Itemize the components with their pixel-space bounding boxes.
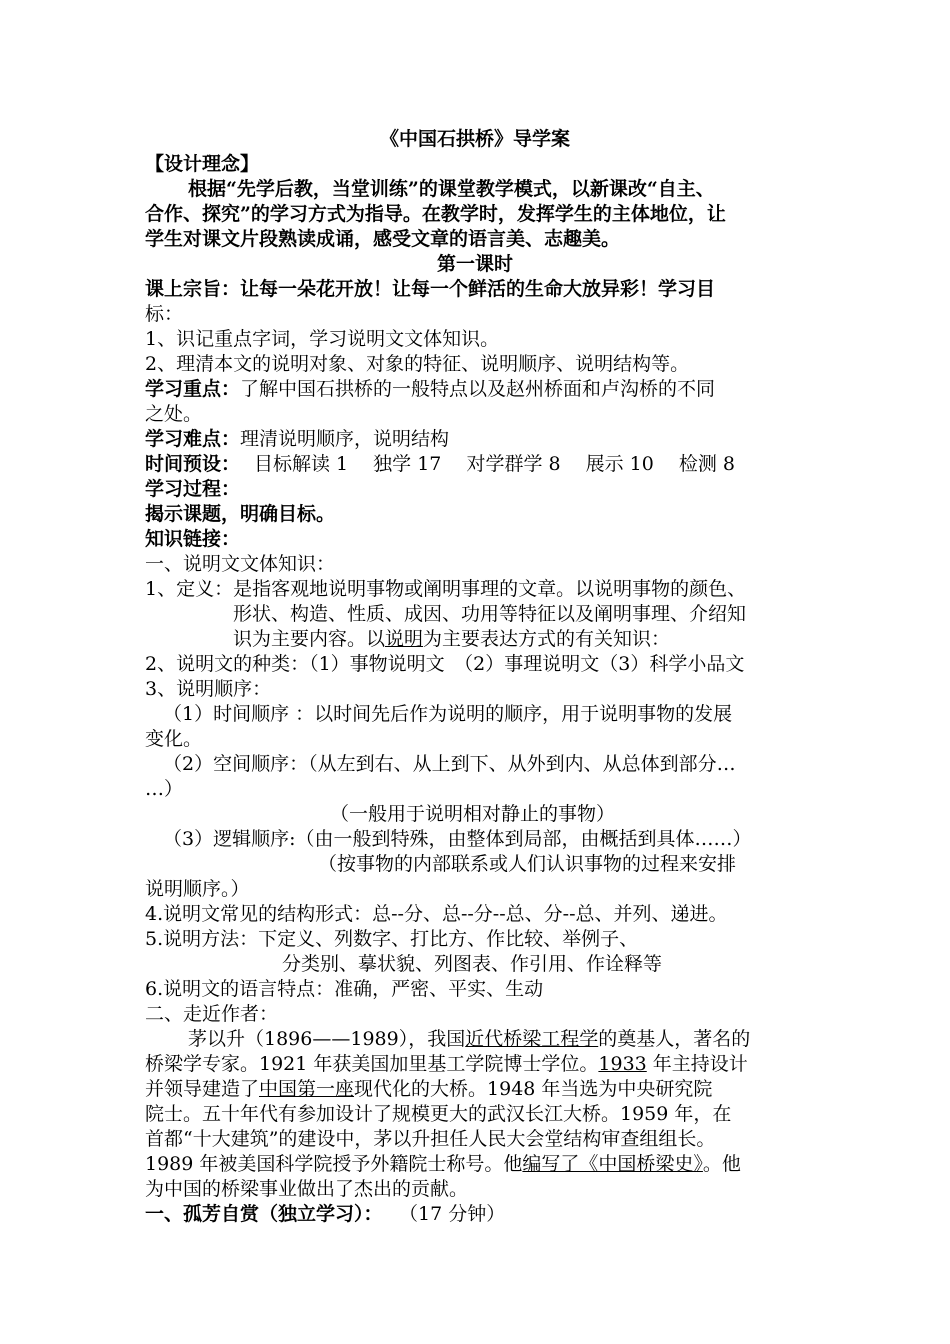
time-plan: [145, 452, 735, 477]
lesson-heading: 第一课时: [436, 253, 513, 275]
author-line-1: [188, 1027, 750, 1052]
self-study-label: 一、孤芳自赏（独立学习）：: [145, 1203, 383, 1225]
goal-1: 1、识记重点字词，学习说明文文体知识。: [145, 328, 500, 350]
k-def-3a: 识为主要内容。以: [233, 628, 386, 650]
k-language: 6.说明文的语言特点：准确，严密、平实、生动: [145, 978, 544, 1000]
author-line-2a: 桥梁学专家。1921 年获美国加里基工学院博士学位。: [145, 1053, 599, 1075]
author-line-2-underlined: 1933: [598, 1053, 647, 1075]
knowledge-heading: 知识链接：: [145, 528, 241, 550]
author-line-3a: 并领导建造了: [145, 1078, 260, 1100]
k-methods-2: 分类别、摹状貌、列图表、作引用、作诠释等: [282, 953, 663, 975]
author-line-3: [145, 1077, 712, 1102]
goal-2: 2、理清本文的说明对象、对象的特征、说明顺序、说明结构等。: [145, 353, 690, 375]
k-order-2b: …）: [145, 778, 184, 800]
design-line-2: 合作、探究”的学习方式为指导。在教学时，发挥学生的主体地位，让: [145, 203, 726, 225]
author-line-2: [145, 1052, 748, 1077]
author-line-6: [145, 1152, 741, 1177]
key-point-label: 学习重点：: [145, 378, 241, 400]
author-line-6a: 1989 年被美国科学院授予外籍院士称号。他: [145, 1153, 523, 1175]
k-structure: 4.说明文常见的结构形式：总--分、总--分--总、分--总、并列、递进。: [145, 903, 728, 925]
reveal-heading: 揭示课题，明确目标。: [145, 503, 336, 525]
design-line-1: 根据“先学后教，当堂训练”的课堂教学模式，以新课改“自主、: [188, 178, 715, 200]
k-def-1: 1、定义：是指客观地说明事物或阐明事理的文章。以说明事物的颜色、: [145, 578, 747, 600]
k-order-1b: 变化。: [145, 728, 203, 750]
author-line-2b: 年主持设计: [646, 1053, 748, 1075]
author-line-1a: 茅以升（1896——1989），我国: [188, 1028, 466, 1050]
k-order-1a: （1）时间顺序 ：以时间先后作为说明的顺序，用于说明事物的发展: [163, 703, 733, 725]
author-line-3b: 现代化的大桥。1948 年当选为中央研究院: [354, 1078, 713, 1100]
key-point-text: 了解中国石拱桥的一般特点以及赵州桥面和卢沟桥的不同: [240, 378, 716, 400]
author-line-4: 院士。五十年代有参加设计了规模更大的武汉长江大桥。1959 年，在: [145, 1103, 732, 1125]
key-point: [145, 377, 715, 402]
difficult-point-text: 理清说明顺序，说明结构: [240, 428, 450, 450]
k-def-3: [233, 627, 670, 652]
purpose-line-1: 课上宗旨：让每一朵花开放！让每一个鲜活的生命大放异彩！学习目: [145, 278, 716, 300]
author-heading: 二、走近作者：: [145, 1003, 279, 1025]
time-plan-text: 目标解读 1 独学 17 对学群学 8 展示 10 检测 8: [254, 453, 735, 475]
document-title: 《中国石拱桥》导学案: [379, 128, 570, 150]
k-heading: 一、说明文文体知识：: [145, 553, 336, 575]
k-types: 2、说明文的种类：（1）事物说明文 （2）事理说明文（3）科学小品文: [145, 653, 745, 675]
key-point-cont: 之处。: [145, 403, 203, 425]
difficult-point: [145, 427, 449, 452]
process-heading: 学习过程：: [145, 478, 241, 500]
purpose-line-2: 标：: [145, 303, 184, 325]
k-order: 3、说明顺序：: [145, 678, 272, 700]
k-def-3b: 为主要表达方式的有关知识：: [423, 628, 671, 650]
author-line-1b: 的奠基人，著名的: [598, 1028, 751, 1050]
design-line-3: 学生对课文片段熟读成诵，感受文章的语言美、志趣美。: [145, 228, 621, 250]
author-line-7: 为中国的桥梁事业做出了杰出的贡献。: [145, 1178, 469, 1200]
time-plan-label: 时间预设：: [145, 453, 241, 475]
author-line-1-underlined: 近代桥梁工程学: [465, 1028, 599, 1050]
author-line-5: 首都“十大建筑”的建设中，茅以升担任人民大会堂结构审查组组长。: [145, 1128, 716, 1150]
k-def-2: 形状、构造、性质、成因、功用等特征以及阐明事理、介绍知: [233, 603, 747, 625]
author-line-6b: 。他: [702, 1153, 741, 1175]
author-line-6-underlined: 编写了《中国桥梁史》: [522, 1153, 703, 1175]
k-methods-1: 5.说明方法：下定义、列数字、打比方、作比较、举例子、: [145, 928, 639, 950]
self-study-time: （17 分钟）: [408, 1203, 506, 1225]
k-order-3a: （3）逻辑顺序:（由一般到特殊，由整体到局部，由概括到具体……）: [163, 828, 752, 850]
difficult-point-label: 学习难点：: [145, 428, 241, 450]
design-heading: 【设计理念】: [145, 153, 260, 175]
author-line-3-underlined: 中国第一座: [259, 1078, 355, 1100]
k-order-3c: 说明顺序。）: [145, 878, 250, 900]
k-order-3b: （按事物的内部联系或人们认识事物的过程来安排: [318, 853, 737, 875]
self-study-heading: [145, 1202, 505, 1227]
k-order-2c: （一般用于说明相对静止的事物）: [330, 803, 616, 825]
k-order-2a: （2）空间顺序：（从左到右、从上到下、从外到内、从总体到部分…: [163, 753, 736, 775]
k-def-3-underlined: 说明: [385, 628, 424, 650]
